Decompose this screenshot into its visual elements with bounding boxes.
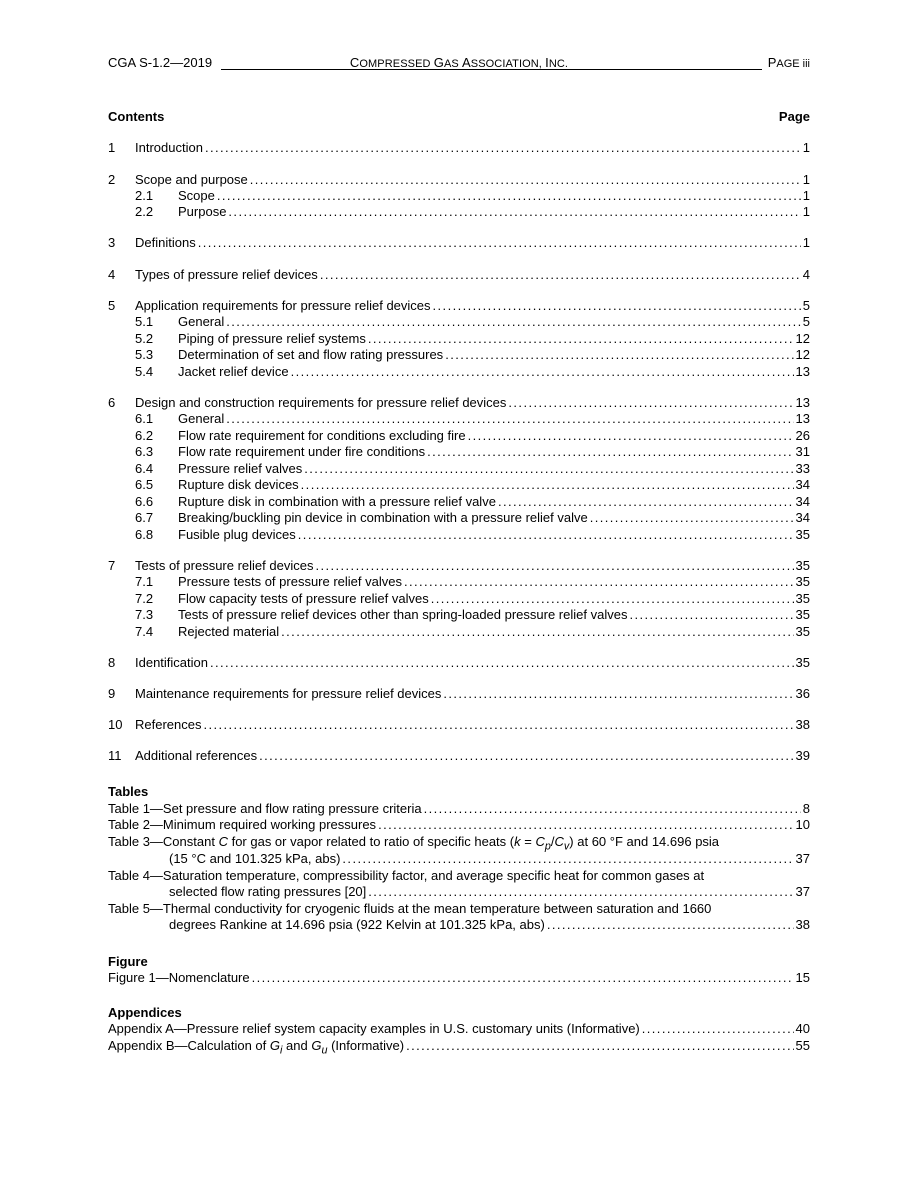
organization-name: COMPRESSED GAS ASSOCIATION, INC.: [349, 55, 569, 70]
toc-subentry[interactable]: 6.8 Fusible plug devices ..... 35: [135, 527, 810, 543]
toc-subentry[interactable]: 7.4 Rejected material ..... 35: [135, 624, 810, 640]
toc-subentry[interactable]: 6.7 Breaking/buckling pin device in combination with a pressure relief valve ..... 34: [135, 510, 810, 526]
toc-entry[interactable]: 9 Maintenance requirements for pressure relief devices ..... 36: [108, 686, 810, 702]
toc-subentry[interactable]: 5.3 Determination of set and flow rating pressures ..... 12: [135, 347, 810, 363]
contents-title: Contents: [108, 109, 165, 124]
appendix-entry[interactable]: Appendix B—Calculation of $G_i$ and $G_u$ (Informative) ..... 55: [108, 1038, 810, 1054]
toc-subentry[interactable]: 2.1 Scope ..... 1: [135, 188, 810, 204]
page-number: PAGE iii: [767, 55, 810, 70]
toc-subentry[interactable]: 5.1 General ..... 5: [135, 314, 810, 330]
figure-entry[interactable]: Figure 1—Nomenclature ..... 15: [108, 970, 810, 986]
toc-entry[interactable]: 7 Tests of pressure relief devices ..... 35: [108, 558, 810, 574]
toc-entry[interactable]: 8 Identification ..... 35: [108, 655, 810, 671]
toc-subentry[interactable]: 5.2 Piping of pressure relief systems ..... 12: [135, 331, 810, 347]
table-entry-line1[interactable]: Table 4—Saturation temperature, compressibility factor, and average specific heat for common gases at: [108, 868, 705, 883]
toc-subentry[interactable]: 6.1 General ..... 13: [135, 411, 810, 427]
toc-entry[interactable]: 1 Introduction ..... 1: [108, 140, 810, 156]
toc-entry[interactable]: 2 Scope and purpose ..... 1: [108, 172, 810, 188]
table-entry-line2[interactable]: (15 °C and 101.325 kPa, abs) ..... 37: [169, 851, 810, 867]
toc-entry[interactable]: 4 Types of pressure relief devices ..... 4: [108, 267, 810, 283]
tables-heading: Tables: [108, 784, 149, 799]
toc-subentry[interactable]: 6.2 Flow rate requirement for conditions excluding fire ..... 26: [135, 428, 810, 444]
toc-subentry[interactable]: 6.6 Rupture disk in combination with a pressure relief valve ..... 34: [135, 494, 810, 510]
page-column-label: Page: [778, 109, 810, 124]
contents-heading: [108, 109, 810, 125]
toc-entry[interactable]: 3 Definitions ..... 1: [108, 235, 810, 251]
toc-subentry[interactable]: 7.3 Tests of pressure relief devices other than spring-loaded pressure relief valves ..... 35: [135, 607, 810, 623]
toc-subentry[interactable]: 2.2 Purpose ..... 1: [135, 204, 810, 220]
toc-entry[interactable]: 11 Additional references ..... 39: [108, 748, 810, 764]
toc-entry[interactable]: 10 References ..... 38: [108, 717, 810, 733]
table-entry-line1[interactable]: Table 3—Constant C for gas or vapor related to ratio of specific heats $(k = C_p/C_v)$ at 60 °F and 14.696 psia: [108, 834, 720, 853]
table-entry-line2[interactable]: selected flow rating pressures [20] ..... 37: [169, 884, 810, 900]
toc-entry[interactable]: 5 Application requirements for pressure relief devices ..... 5: [108, 298, 810, 314]
toc-subentry[interactable]: 6.4 Pressure relief valves ..... 33: [135, 461, 810, 477]
figure-heading: Figure: [108, 954, 148, 969]
toc-subentry[interactable]: 5.4 Jacket relief device ..... 13: [135, 364, 810, 380]
table-entry-line2[interactable]: degrees Rankine at 14.696 psia (922 Kelvin at 101.325 kPa, abs) ..... 38: [169, 917, 810, 933]
toc-subentry[interactable]: 6.3 Flow rate requirement under fire conditions ..... 31: [135, 444, 810, 460]
toc-subentry[interactable]: 7.2 Flow capacity tests of pressure relief valves ..... 35: [135, 591, 810, 607]
toc-entry[interactable]: 6 Design and construction requirements for pressure relief devices ..... 13: [108, 395, 810, 411]
toc-subentry[interactable]: 7.1 Pressure tests of pressure relief valves ..... 35: [135, 574, 810, 590]
table-entry[interactable]: Table 1—Set pressure and flow rating pressure criteria ..... 8: [108, 801, 810, 817]
table-entry[interactable]: Table 2—Minimum required working pressures ..... 10: [108, 817, 810, 833]
page-header: [108, 55, 810, 71]
appendix-entry[interactable]: Appendix A—Pressure relief system capacity examples in U.S. customary units (Informative) ..... 40: [108, 1021, 810, 1037]
appendices-heading: Appendices: [108, 1005, 182, 1020]
toc-subentry[interactable]: 6.5 Rupture disk devices ..... 34: [135, 477, 810, 493]
document-id: CGA S-1.2—2019: [108, 55, 213, 70]
table-entry-line1[interactable]: Table 5—Thermal conductivity for cryogenic fluids at the mean temperature between saturation and 1660: [108, 901, 712, 916]
